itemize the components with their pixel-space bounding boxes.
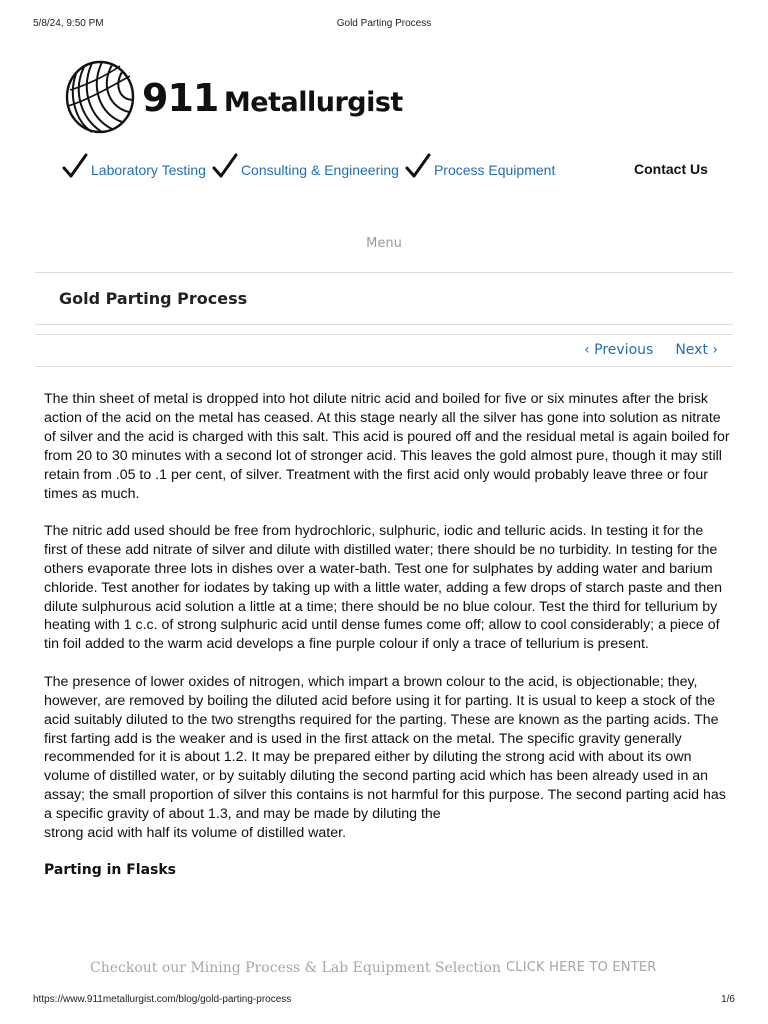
nav-item-laboratory-testing[interactable] <box>62 152 206 180</box>
site-logo[interactable] <box>62 56 403 146</box>
print-title: Gold Parting Process <box>336 18 432 29</box>
logo-number: 911 <box>142 76 219 120</box>
article-paragraph: The thin sheet of metal is dropped into hot dilute nitric acid and boiled for five or six minutes after the brisk action of the acid on the metal has ceased. At this stage nearly all the silver has gone into solution as nitrate of silver and the acid is charged with this salt. This acid is poured off and the residual metal is again boiled for from 20 to 30 minutes with a second lot of stronger acid. This leaves the gold almost pure, though it may still retain from .05 to .1 per cent, of silver. Treatment with the first acid only would probably leave three or four times as much. <box>44 391 730 502</box>
checkmark-icon <box>405 152 431 180</box>
previous-link[interactable]: ‹ Previous <box>584 342 654 358</box>
logo-word: Metallurgist <box>223 87 403 118</box>
page-title: Gold Parting Process <box>59 289 248 308</box>
top-nav <box>62 148 561 184</box>
print-page-number: 1/6 <box>721 994 735 1005</box>
menu-toggle[interactable]: Menu <box>366 236 402 251</box>
print-footer <box>33 994 735 1008</box>
next-link[interactable]: Next › <box>675 342 718 358</box>
article-paragraph: The nitric add used should be free from hydrochloric, sulphuric, iodic and telluric acids. In testing it for the first of these add nitrate of silver and dilute with distilled water; there should be no turbidity. In testing for the others evaporate three lots in dishes over a water-bath. Test one for sulphates by adding water and barium chloride. Test another for iodates by taking up with a little water, adding a few drops of starch paste and then dilute sulphurous acid solution a little at a time; there should be no blue colour. Test the third for tellurium by heating with 1 c.c. of strong sulphuric acid until dense fumes come off; allow to cool considerably; a piece of tin foil added to the warm acid develops a fine purple colour if only a trace of tellurium is present. <box>44 522 722 653</box>
nav-item-consulting-engineering[interactable] <box>212 152 399 180</box>
checkmark-icon <box>212 152 238 180</box>
click-here-to-enter-link[interactable]: CLICK HERE TO ENTER <box>506 960 657 975</box>
article-body <box>44 390 730 880</box>
divider <box>35 334 733 335</box>
section-heading: Parting in Flasks <box>44 862 177 879</box>
divider <box>35 272 733 273</box>
print-header <box>33 18 735 32</box>
nav-item-process-equipment[interactable] <box>405 152 555 180</box>
nav-link-consulting-engineering[interactable]: Consulting & Engineering <box>240 162 399 178</box>
print-url: https://www.911metallurgist.com/blog/gold-parting-process <box>33 994 292 1005</box>
divider <box>35 366 733 367</box>
nav-link-laboratory-testing[interactable]: Laboratory Testing <box>91 162 206 178</box>
equipment-selection-link[interactable]: Checkout our Mining Process & Lab Equipment Selection <box>90 960 501 976</box>
promo-banner <box>0 958 768 980</box>
logo-wordmark <box>142 76 403 120</box>
divider <box>35 324 733 325</box>
contact-us-link[interactable]: Contact Us <box>634 161 708 177</box>
nav-link-process-equipment[interactable]: Process Equipment <box>433 162 556 178</box>
post-pager <box>584 342 718 358</box>
checkmark-icon <box>62 152 88 180</box>
wire-ball-logo-icon <box>62 56 140 138</box>
article-paragraph: The presence of lower oxides of nitrogen, which impart a brown colour to the acid, is objectionable; they, however, are removed by boiling the diluted acid before using it for parting. It is usual to keep a stock of the acid suitably diluted to the two strengths required for the parting. These are known as the parting acids. The first farting add is the weaker and is used in the first attack on the metal. The specific gravity generally recommended for it is about 1.2. It may be prepared either by diluting the strong acid with about its own volume of distilled water, or by suitably diluting the second parting acid which has been already used in an assay; the small proportion of silver this contains is not harmful for this purpose. The second parting acid has a specific gravity of about 1.3, and may be made by diluting the <box>44 673 726 823</box>
article-paragraph: strong acid with half its volume of distilled water. <box>44 825 347 842</box>
print-datetime: 5/8/24, 9:50 PM <box>33 18 104 29</box>
